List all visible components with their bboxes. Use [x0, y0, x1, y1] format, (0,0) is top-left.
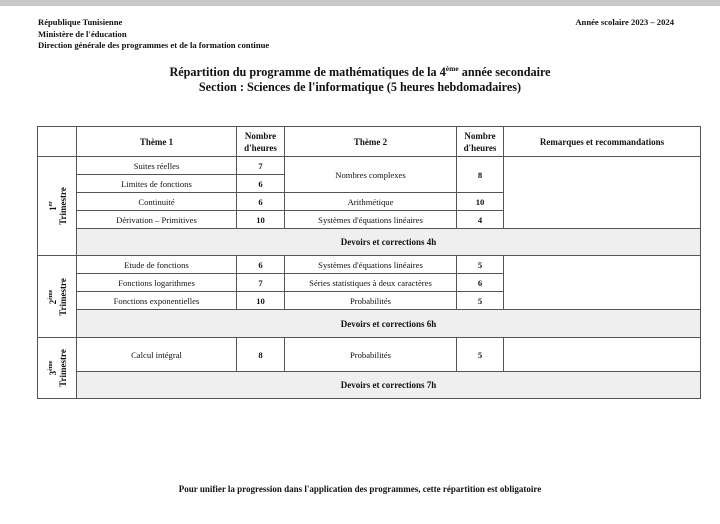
t1-theme-cell: Calcul intégral [77, 338, 237, 372]
devoirs-row [38, 310, 701, 338]
devoirs-cell: Devoirs et corrections 7h [77, 372, 701, 399]
t2-hours-cell: 10 [457, 193, 504, 211]
footer-note: Pour unifier la progression dans l'application des programmes, cette répartition est obligatoire [178, 484, 542, 494]
trimestre-3-label: 3ème Trimestre [38, 338, 77, 399]
t2-theme-cell: Nombres complexes [285, 157, 457, 193]
t1-theme-cell: Limites de fonctions [77, 175, 237, 193]
t1-theme-cell: Fonctions logarithmes [77, 274, 237, 292]
trimestre-2-label: 2ème Trimestre [38, 256, 77, 338]
trimestre-1-label: 1er Trimestre [38, 157, 77, 256]
table-row [38, 256, 701, 274]
devoirs-row [38, 372, 701, 399]
ministry-name: Ministère de l'éducation [38, 28, 127, 39]
t2-hours-cell: 8 [457, 157, 504, 193]
t1-hours-cell: 7 [237, 274, 285, 292]
document-title: Répartition du programme de mathématiques de la 4ème année secondaire [169, 64, 551, 80]
t2-hours-cell: 5 [457, 256, 504, 274]
t1-theme-cell: Dérivation – Primitives [77, 211, 237, 229]
table-row [38, 338, 701, 372]
table-header-row [38, 127, 701, 157]
t2-hours-cell: 5 [457, 338, 504, 372]
t1-hours-cell: 7 [237, 157, 285, 175]
republic-name: République Tunisienne [38, 17, 123, 27]
top-border [0, 0, 720, 6]
t2-theme-cell: Systèmes d'équations linéaires [285, 256, 457, 274]
devoirs-cell: Devoirs et corrections 6h [77, 310, 701, 338]
devoirs-row [38, 229, 701, 256]
issuer-block [38, 17, 269, 52]
t2-theme-cell: Probabilités [285, 338, 457, 372]
col-header-theme2: Thème 2 [285, 127, 457, 157]
remarks-cell [504, 256, 701, 310]
t1-theme-cell: Continuité [77, 193, 237, 211]
col-header-hours2: Nombre d'heures [457, 127, 504, 157]
t2-hours-cell: 4 [457, 211, 504, 229]
t2-theme-cell: Arithmétique [285, 193, 457, 211]
col-header-remarques: Remarques et recommandations [504, 127, 701, 157]
t2-theme-cell: Séries statistiques à deux caractères [285, 274, 457, 292]
col-header-theme1: Thème 1 [77, 127, 237, 157]
t1-theme-cell: Etude de fonctions [77, 256, 237, 274]
table-row [38, 157, 701, 175]
devoirs-cell: Devoirs et corrections 4h [77, 229, 701, 256]
t1-hours-cell: 6 [237, 175, 285, 193]
t1-hours-cell: 6 [237, 256, 285, 274]
section-subtitle: Section : Sciences de l'informatique (5 heures hebdomadaires) [198, 80, 522, 94]
t2-theme-cell: Systèmes d'équations linéaires [285, 211, 457, 229]
col-header-hours1: Nombre d'heures [237, 127, 285, 157]
t1-hours-cell: 10 [237, 292, 285, 310]
t1-theme-cell: Suites réelles [77, 157, 237, 175]
t1-hours-cell: 8 [237, 338, 285, 372]
t2-hours-cell: 5 [457, 292, 504, 310]
t1-hours-cell: 6 [237, 193, 285, 211]
direction-name: Direction générale des programmes et de la formation continue [38, 40, 270, 50]
t1-theme-cell: Fonctions exponentielles [77, 292, 237, 310]
remarks-cell [504, 338, 701, 372]
remarks-cell [504, 157, 701, 229]
t2-theme-cell: Probabilités [285, 292, 457, 310]
t2-hours-cell: 6 [457, 274, 504, 292]
t1-hours-cell: 10 [237, 211, 285, 229]
empty-header-cell [38, 127, 77, 157]
program-table [37, 126, 701, 399]
school-year: Année scolaire 2023 – 2024 [575, 17, 674, 27]
